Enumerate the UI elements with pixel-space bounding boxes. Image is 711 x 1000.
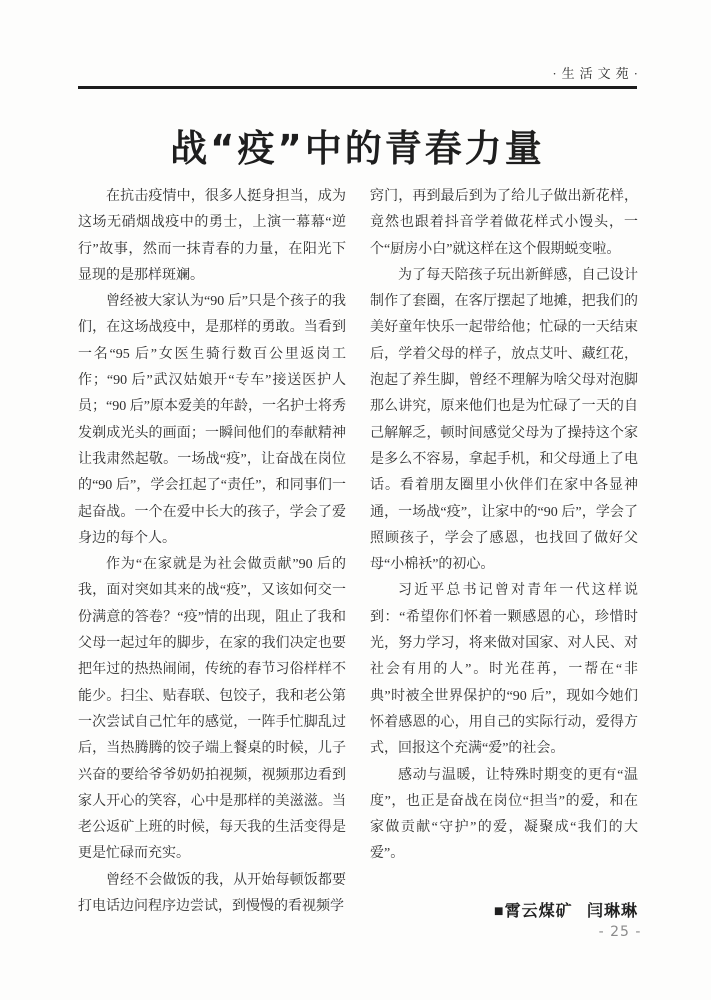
page-number: - 25 -: [598, 924, 642, 940]
byline-organization: 霄云煤矿: [504, 902, 573, 920]
byline-author: 闫琳琳: [586, 902, 638, 920]
byline: [370, 898, 638, 921]
right-column: [370, 184, 638, 921]
paragraph: 作为“在家就是为社会做贡献”90 后的我，面对突如其来的战“疫”，又该如何交一份满意的答卷？“疫”情的出现，阻止了我和父母一起过年的脚步，在家的我们决定也要把年过的热热闹闹，传统的春节习俗样样不能少。扫尘、贴春联、包饺子，我和老公第一次尝试自己忙年的感觉，一阵手忙脚乱过后，当热腾腾的饺子端上餐桌的时候，儿子兴奋的要给爷爷奶奶拍视频，视频那边看到家人开心的笑容，心中是那样的美滋滋。当老公返矿上班的时候，每天我的生活变得是更是忙碌而充实。: [78, 557, 346, 862]
paragraph: 在抗击疫情中，很多人挺身担当，成为这场无硝烟战疫中的勇士，上演一幕幕“逆行”故事，然而一抹青春的力量，在阳光下显现的是那样斑斓。: [78, 189, 346, 283]
paragraph: 为了每天陪孩子玩出新鲜感，自己设计制作了套圈，在客厅摆起了地摊，把我们的美好童年快乐一起带给他；忙碌的一天结束后，学着父母的样子，放点艾叶、藏红花，泡起了养生脚，曾经不理解为啥父母对泡脚那么讲究，原来他们也是为忙碌了一天的自己解解乏，顿时间感觉父母为了操持这个家是多么不容易，拿起手机，和父母通上了电话。看着朋友圈里小伙伴们在家中各显神通，一场战“疫”，让家中的“90 后”，学会了照顾孩子，学会了感恩，也找回了做好父母“小棉袄”的初心。: [370, 267, 638, 573]
article-body: [78, 184, 638, 921]
paragraph-continuation: 窍门，再到最后到为了给儿子做出新花样，竟然也跟着抖音学着做花样式小馒头，一个“厨房小白”就这样在这个假期蜕变啦。: [370, 189, 638, 257]
byline-square-marker: ■: [493, 902, 505, 920]
paragraph: 习近平总书记曾对青年一代这样说到：“希望你们怀着一颗感恩的心，珍惜时光，努力学习，将来做对国家、对人民、对社会有用的人”。时光荏苒，一帮在“非典”时被全世界保护的“90 后”，现如今她们怀着感恩的心，用自己的实际行动，爱得方式，回报这个充满“爱”的社会。: [370, 583, 638, 757]
paragraph: 曾经不会做饭的我，从开始每顿饭都要打电话边问程序边尝试，到慢慢的看视频学: [78, 872, 346, 915]
left-column: [78, 184, 346, 921]
paragraph: 曾经被大家认为“90 后”只是个孩子的我们，在这场战疫中，是那样的勇敢。当看到一名“95 后”女医生骑行数百公里返岗工作；“90 后”武汉姑娘开“专车”接送医护人员；“90 后”原本爱美的年龄，一名护士将秀发剃成光头的画面；一瞬间他们的奉献精神让我肃然起敬。一场战“疫”，让奋战在岗位的“90 后”，学会扛起了“责任”，和同事们一起奋战。一个在爱中长大的孩子，学会了爱身边的每个人。: [78, 294, 346, 546]
header-divider-rule: [78, 86, 637, 89]
article-title: 战“疫”中的青春力量: [170, 127, 545, 170]
paragraph: 感动与温暖，让特殊时期变的更有“温度”，也正是奋战在岗位“担当”的爱，和在家做贡献“守护”的爱，凝聚成“我们的大爱”。: [370, 767, 638, 862]
section-header-label: ·生活文苑·: [552, 66, 643, 81]
